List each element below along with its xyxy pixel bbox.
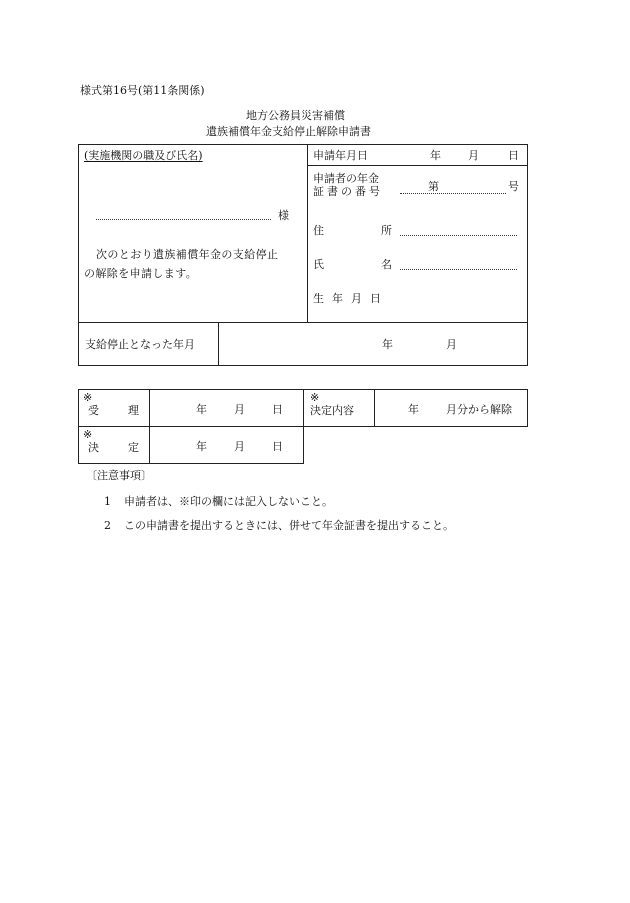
left-header-rule — [307, 165, 527, 166]
name-line[interactable] — [400, 269, 517, 270]
receipt-day: 日 — [272, 403, 283, 416]
certificate-number-line[interactable] — [400, 193, 506, 194]
application-date-year: 年 — [430, 149, 441, 162]
decision-month: 月 — [234, 440, 245, 453]
note-2-number: 2 — [104, 519, 111, 532]
application-date-label: 申請年月日 — [313, 149, 368, 162]
decision-year: 年 — [196, 440, 207, 453]
release-text: 月分から解除 — [446, 403, 512, 416]
receipt-month: 月 — [234, 403, 245, 416]
honorific-sama: 様 — [278, 209, 289, 222]
certificate-suffix: 号 — [508, 180, 519, 193]
table-divider-vertical — [307, 144, 308, 323]
receipt-mark: ※ — [83, 391, 93, 404]
application-date-month: 月 — [468, 149, 479, 162]
request-text-line1: 次のとおり遺族補償年金の支給停止 — [96, 248, 279, 261]
decision-day: 日 — [272, 440, 283, 453]
form-title-line2: 遺族補償年金支給停止解除申請書 — [206, 125, 371, 138]
decision-mark: ※ — [83, 428, 93, 441]
note-2-text: この申請書を提出するときには、併せて年金証書を提出すること。 — [124, 519, 454, 532]
decision-content-label: 決定内容 — [310, 404, 354, 417]
receipt-label-2: 理 — [128, 404, 139, 417]
suspension-year: 年 — [382, 338, 393, 351]
decision-label-1: 決 — [88, 441, 99, 454]
certificate-prefix: 第 — [428, 180, 439, 193]
name-label-1: 氏 — [313, 258, 324, 271]
form-title-line1: 地方公務員災害補償 — [246, 109, 345, 122]
certificate-label-line2: 証書の番号 — [313, 185, 383, 198]
suspension-label: 支給停止となった年月 — [85, 338, 195, 351]
institution-header: (実施機関の職及び氏名) — [84, 149, 203, 162]
decision-content-mark: ※ — [310, 391, 320, 404]
address-line[interactable] — [400, 235, 517, 236]
address-label-1: 住 — [313, 224, 324, 237]
receipt-year: 年 — [196, 403, 207, 416]
request-text-line2: の解除を申請します。 — [84, 267, 198, 280]
office-use-table-bottom — [78, 426, 304, 464]
decision-label-2: 定 — [128, 441, 139, 454]
application-date-day: 日 — [508, 149, 519, 162]
address-label-2: 所 — [381, 224, 392, 237]
institution-name-line[interactable] — [96, 219, 271, 220]
form-number: 様式第16号(第11条関係) — [80, 84, 205, 97]
certificate-label-line1: 申請者の年金 — [313, 172, 379, 185]
note-1-number: 1 — [104, 495, 111, 508]
office-divider-3 — [374, 389, 375, 427]
suspension-month: 月 — [446, 338, 457, 351]
note-1-text: 申請者は、※印の欄には記入しないこと。 — [124, 495, 333, 508]
name-label-2: 名 — [381, 258, 392, 271]
notes-heading: 〔注意事項〕 — [86, 469, 152, 482]
birth-date-label: 生年月日 — [313, 292, 389, 305]
suspension-divider — [218, 322, 219, 366]
release-year: 年 — [408, 403, 419, 416]
suspension-row-rule — [78, 322, 528, 323]
receipt-label-1: 受 — [88, 404, 99, 417]
